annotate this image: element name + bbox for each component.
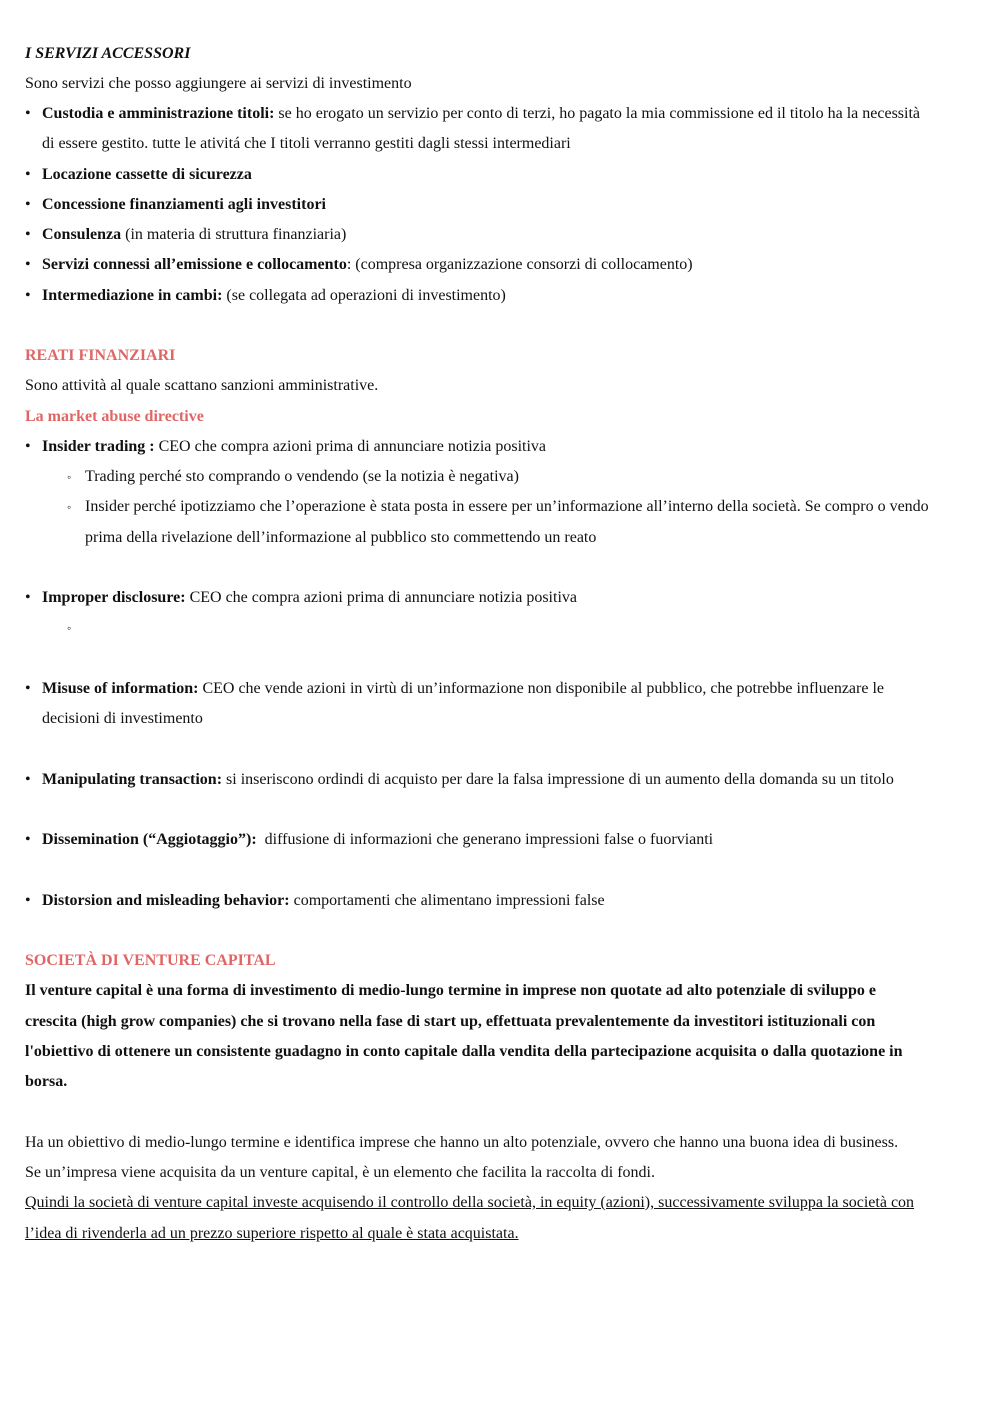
list-item: Insider trading : CEO che compra azioni prima di annunciare notizia positiva xyxy=(42,438,547,455)
section-title-venture-capital: SOCIETÀ DI VENTURE CAPITAL xyxy=(25,952,276,969)
paragraph: Ha un obiettivo di medio-lungo termine e identifica imprese che hanno un alto potenziale, ovvero che hanno una buona idea di business. xyxy=(25,1134,899,1151)
sub-bullet: ◦ xyxy=(67,500,72,514)
section-title-reati-finanziari: REATI FINANZIARI xyxy=(25,347,176,364)
list-item: Manipulating transaction: si inseriscono ordindi di acquisto per dare la falsa impressione di un aumento della domanda su un titolo xyxy=(42,771,894,788)
bullet: • xyxy=(25,438,31,455)
list-item-continuation: di essere gestito. tutte le ativitá che I titoli verranno gestiti dagli stessi intermediari xyxy=(42,135,571,152)
bullet: • xyxy=(25,226,31,243)
sub-bullet-empty: ◦ xyxy=(67,621,72,635)
bullet: • xyxy=(25,831,31,848)
list-item: Intermediazione in cambi: (se collegata ad operazioni di investimento) xyxy=(42,287,506,304)
bullet: • xyxy=(25,196,31,213)
list-item: Custodia e amministrazione titoli: se ho erogato un servizio per conto di terzi, ho pagato la mia commissione ed il titolo ha la necessità xyxy=(42,105,921,122)
list-item-continuation: decisioni di investimento xyxy=(42,710,203,727)
list-item: Improper disclosure: CEO che compra azioni prima di annunciare notizia positiva xyxy=(42,589,577,606)
section-title-servizi-accessori: I SERVIZI ACCESSORI xyxy=(25,45,191,62)
list-item: Concessione finanziamenti agli investitori xyxy=(42,196,326,213)
list-item: Consulenza (in materia di struttura finanziaria) xyxy=(42,226,347,243)
paragraph-bold-line: borsa. xyxy=(25,1073,68,1090)
paragraph: Se un’impresa viene acquisita da un venture capital, è un elemento che facilita la raccolta di fondi. xyxy=(25,1164,655,1181)
list-item: Misuse of information: CEO che vende azioni in virtù di un’informazione non disponibile al pubblico, che potrebbe influenzare le xyxy=(42,680,884,697)
paragraph-bold-line: crescita (high grow companies) che si trovano nella fase di start up, effettuata prevalentemente da investitori istituzionali con xyxy=(25,1013,876,1030)
list-item: Dissemination (“Aggiotaggio”): diffusione di informazioni che generano impressioni false o fuorvianti xyxy=(42,831,714,848)
sub-list-item: Insider perché ipotizziamo che l’operazione è stata posta in essere per un’informazione all’interno della società. Se compro o vendo xyxy=(85,498,929,515)
section-subtitle: La market abuse directive xyxy=(25,408,204,425)
bullet: • xyxy=(25,166,31,183)
paragraph-underlined-line: l’idea di rivenderla ad un prezzo superiore rispetto al quale è stata acquistata. xyxy=(25,1225,519,1242)
paragraph-bold-line: l'obiettivo di ottenere un consistente guadagno in conto capitale dalla vendita della partecipazione acquisita o dalla quotazione in xyxy=(25,1043,903,1060)
bullet: • xyxy=(25,892,31,909)
sub-list-item: Trading perché sto comprando o vendendo (se la notizia è negativa) xyxy=(85,468,519,485)
bullet: • xyxy=(25,589,31,606)
bullet: • xyxy=(25,105,31,122)
bullet: • xyxy=(25,680,31,697)
sub-list-item-continuation: prima della rivelazione dell’informazione al pubblico sto commettendo un reato xyxy=(85,529,597,546)
section-intro: Sono attività al quale scattano sanzioni amministrative. xyxy=(25,377,379,394)
bullet: • xyxy=(25,771,31,788)
sub-bullet: ◦ xyxy=(67,470,72,484)
list-item: Locazione cassette di sicurezza xyxy=(42,166,252,183)
bullet: • xyxy=(25,256,31,273)
paragraph-bold-line: Il venture capital è una forma di investimento di medio-lungo termine in imprese non quotate ad alto potenziale di sviluppo e xyxy=(25,982,876,999)
list-item: Servizi connessi all’emissione e collocamento: (compresa organizzazione consorzi di collocamento) xyxy=(42,256,693,273)
list-item: Distorsion and misleading behavior: comportamenti che alimentano impressioni false xyxy=(42,892,605,909)
section-intro: Sono servizi che posso aggiungere ai servizi di investimento xyxy=(25,75,412,92)
bullet: • xyxy=(25,287,31,304)
paragraph-underlined-line: Quindi la società di venture capital investe acquisendo il controllo della società, in equity (azioni), successivamente sviluppa la società con xyxy=(25,1194,915,1211)
